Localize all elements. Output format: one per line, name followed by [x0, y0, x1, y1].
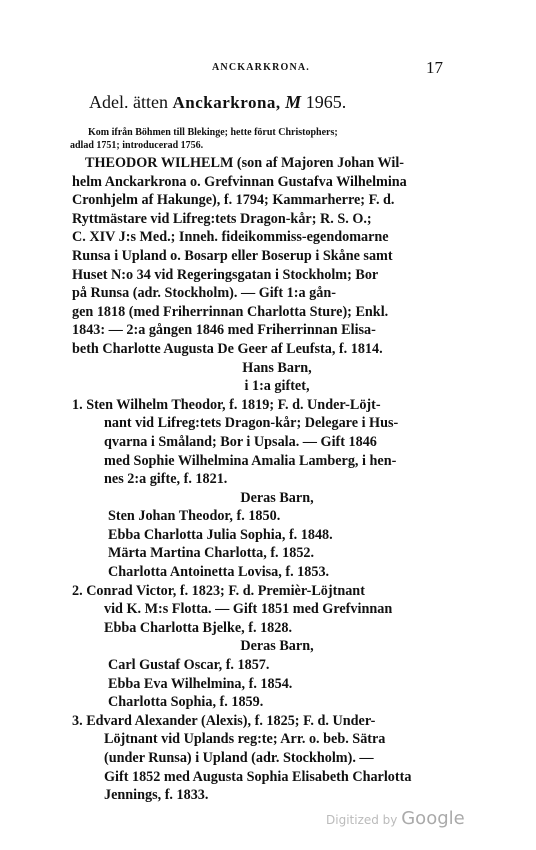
section-heading: Deras Barn, [240, 638, 314, 655]
text-line: Cronhjelm af Hakunge), f. 1794; Kammarherre; F. d. [72, 192, 395, 209]
watermark-prefix: Digitized by [326, 813, 398, 827]
text-line: på Runsa (adr. Stockholm). — Gift 1:a gån- [72, 285, 336, 302]
text-line: C. XIV J:s Med.; Inneh. fideikommiss-egendomarne [72, 229, 389, 246]
family-prefix: Adel. ätten [89, 92, 168, 112]
text-line: Ebba Charlotta Bjelke, f. 1828. [104, 619, 292, 636]
child-entry: Charlotta Sophia, f. 1859. [108, 694, 264, 711]
family-name: Anckarkrona, [172, 93, 281, 112]
text-line: Ryttmästare vid Lifreg:tets Dragon-kår; R. S. O.; [72, 210, 372, 227]
text-line: nant vid Lifreg:tets Dragon-kår; Delegare i Hus- [104, 415, 399, 432]
text-line: Runsa i Upland o. Bosarp eller Boserup i Skåne samt [72, 247, 393, 264]
text-line: 2. Conrad Victor, f. 1823; F. d. Premièr-Löjtnant [72, 582, 365, 599]
page-header [0, 58, 536, 80]
section-heading: Deras Barn, [240, 489, 314, 506]
child-entry: Sten Johan Theodor, f. 1850. [108, 508, 281, 525]
origin-line-2: adlad 1751; introducerad 1756. [70, 140, 204, 151]
text-line: beth Charlotte Augusta De Geer af Leufsta, f. 1814. [72, 340, 383, 357]
section-heading: Hans Barn, [242, 359, 312, 376]
digitized-watermark [326, 808, 465, 829]
origin-line-1: Kom ifrån Böhmen till Blekinge; hette förut Christophers; [88, 127, 338, 138]
family-heading [89, 92, 346, 113]
child-entry: Carl Gustaf Oscar, f. 1857. [108, 657, 270, 674]
text-line: 3. Edvard Alexander (Alexis), f. 1825; F. d. Under- [72, 712, 376, 729]
text-line: qvarna i Småland; Bor i Upsala. — Gift 1846 [104, 433, 377, 450]
child-entry: Charlotta Antoinetta Lovisa, f. 1853. [108, 564, 330, 581]
text-line: helm Anckarkrona o. Grefvinnan Gustafva Wilhelmina [72, 173, 407, 190]
running-title: ANCKARKRONA. [212, 62, 311, 73]
child-entry: Ebba Eva Wilhelmina, f. 1854. [108, 675, 293, 692]
text-line: Löjtnant vid Uplands reg:te; Arr. o. beb. Sätra [104, 731, 386, 748]
text-line: 1843: — 2:a gången 1846 med Friherrinnan Elisa- [72, 322, 376, 339]
text-line: med Sophie Wilhelmina Amalia Lamberg, i hen- [104, 452, 397, 469]
text-line: gen 1818 (med Friherrinnan Charlotta Sture); Enkl. [72, 303, 389, 320]
watermark-brand: Google [401, 808, 465, 829]
text-line: nes 2:a gifte, f. 1821. [104, 471, 228, 488]
family-number: M [285, 92, 302, 112]
text-line: (under Runsa) i Upland (adr. Stockholm). — [104, 750, 374, 766]
text-line: 1. Sten Wilhelm Theodor, f. 1819; F. d. Under-Löjt- [72, 396, 381, 413]
text-line: THEODOR WILHELM (son af Majoren Johan Wil- [85, 155, 404, 171]
family-origin [70, 126, 465, 152]
text-line: Jennings, f. 1833. [104, 787, 209, 804]
family-year: 1965. [305, 92, 347, 112]
text-line: vid K. M:s Flotta. — Gift 1851 med Grefvinnan [104, 601, 393, 618]
page-number: 17 [426, 58, 443, 77]
child-entry: Märta Martina Charlotta, f. 1852. [108, 545, 315, 562]
genealogy-text [72, 154, 472, 805]
section-heading: i 1:a giftet, [244, 378, 310, 395]
text-line: Huset N:o 34 vid Regeringsgatan i Stockholm; Bor [72, 266, 379, 283]
child-entry: Ebba Charlotta Julia Sophia, f. 1848. [108, 526, 333, 543]
text-line: Gift 1852 med Augusta Sophia Elisabeth Charlotta [104, 768, 412, 785]
